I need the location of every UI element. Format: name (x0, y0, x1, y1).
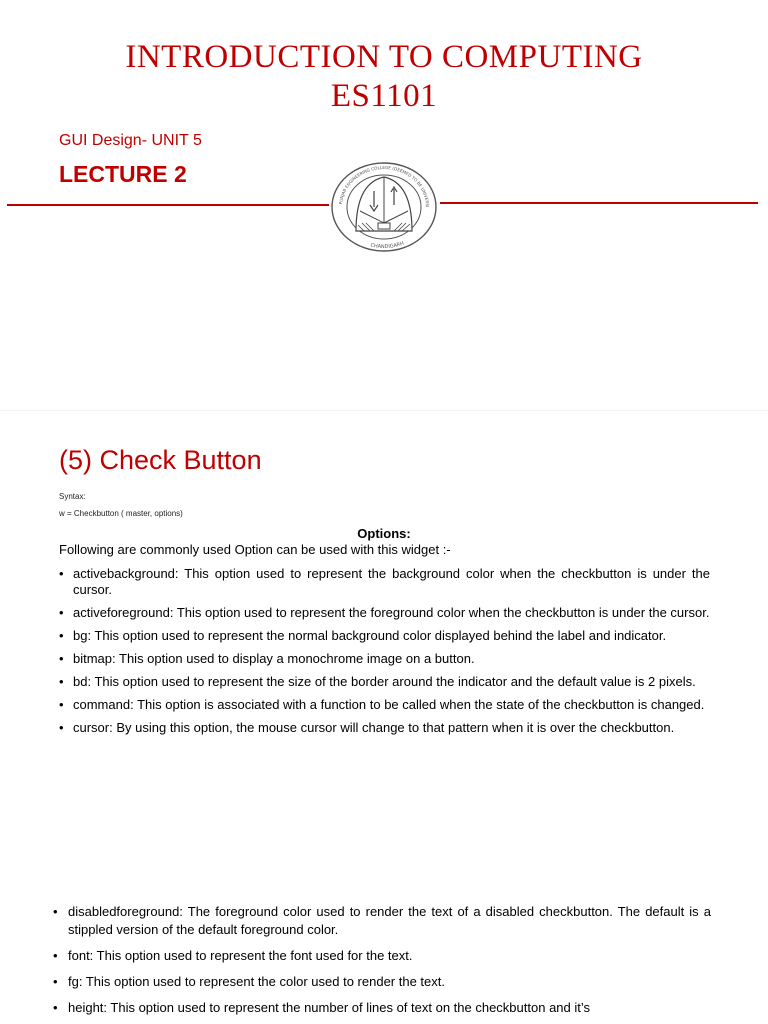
bullet-icon: • (53, 974, 58, 989)
course-code: ES1101 (330, 78, 438, 114)
title-rule-right (440, 202, 758, 204)
list-item-text: disabledforeground: The foreground color used to render the text of a disabled checkbutton. The default is a stippled version of the default foreground color. (68, 904, 711, 937)
list-item (59, 566, 710, 598)
list-item-text: height: This option used to represent the number of lines of text on the checkbutton and it’s (68, 1000, 591, 1015)
option-list-continued (53, 903, 711, 1024)
bullet-icon: • (59, 605, 64, 620)
list-item-text: activeforeground: This option used to represent the foreground color when the checkbutton is under the cursor. (73, 605, 710, 620)
options-intro: Following are commonly used Option can be used with this widget :- (59, 542, 451, 557)
list-item (59, 697, 710, 713)
bullet-icon: • (53, 904, 58, 919)
bullet-icon: • (59, 697, 64, 712)
section-heading: (5) Check Button (59, 445, 262, 475)
list-item-text: bitmap: This option used to display a monochrome image on a button. (73, 651, 475, 666)
bullet-icon: • (59, 566, 64, 581)
title-rule-left (7, 204, 329, 206)
bullet-icon: • (53, 1000, 58, 1015)
list-item (59, 605, 710, 621)
title-slide (0, 0, 768, 410)
bullet-icon: • (59, 628, 64, 643)
bullet-icon: • (59, 720, 64, 735)
list-item (59, 628, 710, 644)
option-list (59, 566, 710, 743)
slide-divider (0, 410, 768, 411)
list-item-text: activebackground: This option used to represent the background color when the checkbutton is under the cursor. (73, 566, 710, 597)
college-seal-logo (330, 161, 438, 253)
course-title: INTRODUCTION TO COMPUTING (125, 39, 643, 75)
list-item (59, 674, 710, 690)
list-item (53, 947, 711, 965)
bullet-icon: • (53, 948, 58, 963)
list-item-text: command: This option is associated with a function to be called when the state of the checkbutton is changed. (73, 697, 705, 712)
lecture-label: LECTURE 2 (59, 161, 187, 187)
list-item (53, 973, 711, 991)
unit-label: GUI Design- UNIT 5 (59, 132, 202, 149)
list-item (53, 999, 711, 1017)
seal-text-top: PUNJAB ENGINEERING COLLEGE (DEEMED TO BE UNIVERSI (338, 164, 431, 208)
list-item (53, 903, 711, 939)
bullet-icon: • (59, 674, 64, 689)
bullet-icon: • (59, 651, 64, 666)
list-item-text: bg: This option used to represent the normal background color displayed behind the label and indicator. (73, 628, 667, 643)
seal-text-bottom: CHANDIGARH (369, 240, 405, 251)
syntax-label: Syntax: (59, 492, 86, 501)
list-item-text: fg: This option used to represent the color used to render the text. (68, 974, 445, 989)
list-item-text: cursor: By using this option, the mouse cursor will change to that pattern when it is over the checkbutton. (73, 720, 675, 735)
syntax-code: w = Checkbutton ( master, options) (59, 509, 183, 518)
list-item-text: bd: This option used to represent the size of the border around the indicator and the default value is 2 pixels. (73, 674, 696, 689)
options-heading: Options: (357, 526, 411, 541)
list-item (59, 720, 710, 736)
list-item-text: font: This option used to represent the font used for the text. (68, 948, 413, 963)
list-item (59, 651, 710, 667)
